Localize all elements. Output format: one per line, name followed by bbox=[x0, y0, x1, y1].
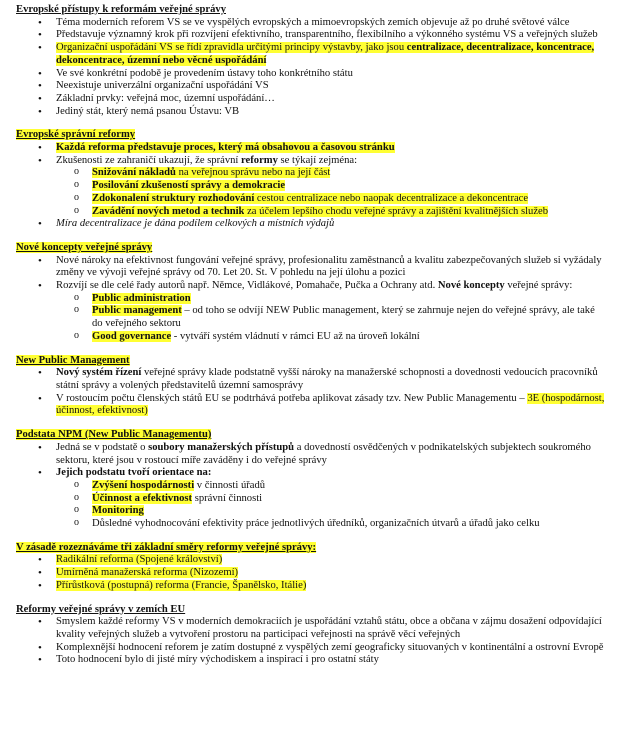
text-run: Nové nároky na efektivnost fungování veřejné správy, profesionalitu zaměstnanců a kvalitu zabezpečovaných služeb si vyžádaly změny ve vývoji veřejné správy od 70. Let 20. St. V pohledu na její úlohu a pozici bbox=[56, 254, 602, 279]
text-run: Nový systém řízení bbox=[56, 367, 142, 379]
text-run: Jedná se v podstatě o bbox=[56, 441, 149, 453]
sub-list-item bbox=[16, 305, 607, 330]
list-item bbox=[16, 642, 607, 655]
list-item bbox=[16, 654, 607, 667]
text-run: Smyslem každé reformy VS v moderních demokraciích je uspořádání vztahů státu, obce a občana v zájmu dosažení odpovídající kvality veřejných služeb a vytvoření prostoru na participaci veřejnosti na správě věcí veřejných bbox=[56, 616, 602, 640]
section-heading bbox=[16, 604, 607, 617]
text-run: centralizace, decentralizace, koncentrace, dekoncentrace, územní nebo věcné uspořádání bbox=[56, 42, 595, 66]
section bbox=[16, 429, 607, 531]
text-run: za účelem lepšího chodu veřejné správy a zajištění kvalitnějších služeb bbox=[244, 205, 549, 217]
text-run: Důsledné vyhodnocování efektivity práce jednotlivých úředníků, organizačních útvarů a úřadů jako celku bbox=[92, 518, 540, 530]
list-item bbox=[16, 616, 607, 641]
bullet-list bbox=[16, 442, 607, 531]
text-run: veřejné správy: bbox=[504, 280, 573, 292]
text-run: Snižování nákladů bbox=[92, 167, 176, 179]
text-run: Představuje významný krok při rozvíjení efektivního, transparentního, flexibilního a výkonného systému VS a veřejných služeb bbox=[56, 29, 598, 41]
text-run: Monitoring bbox=[92, 505, 144, 517]
list-item bbox=[16, 17, 607, 30]
text-run: 3E (hospodárnost, účinnost, efektivnost) bbox=[56, 392, 605, 417]
text-run: správní činnosti bbox=[192, 492, 263, 504]
text-run: Ve své konkrétní podobě je provedením ústavy toho konkrétního státu bbox=[56, 67, 353, 79]
list-item bbox=[16, 393, 607, 418]
list-item bbox=[16, 142, 607, 155]
text-run: v činnosti úřadů bbox=[194, 479, 266, 491]
sub-list-item bbox=[16, 293, 607, 306]
bullet-list bbox=[16, 142, 607, 231]
list-item bbox=[16, 80, 607, 93]
section bbox=[16, 355, 607, 419]
section-heading bbox=[16, 242, 607, 255]
section-heading bbox=[16, 4, 607, 17]
bullet-list bbox=[16, 616, 607, 667]
sub-list-item bbox=[16, 193, 607, 206]
list-item bbox=[16, 280, 607, 293]
text-run: Účinnost a efektivnost bbox=[92, 492, 193, 504]
section-heading bbox=[16, 129, 607, 142]
sub-list-item bbox=[16, 518, 607, 531]
text-run: Každá reforma představuje proces, který má obsahovou a časovou stránku bbox=[56, 142, 395, 154]
text-run: Zdokonalení struktury rozhodování bbox=[92, 192, 255, 204]
text-run: Posilování zkušeností správy a demokracie bbox=[92, 180, 286, 192]
text-run: Zvýšení hospodárnosti bbox=[92, 479, 195, 491]
text-run: soubory manažerských přístupů bbox=[148, 441, 295, 453]
bullet-list bbox=[16, 367, 607, 418]
section-heading-text: V zásadě rozeznáváme tři základní směry reformy veřejné správy: bbox=[16, 541, 317, 553]
bullet-list bbox=[16, 554, 607, 592]
list-item bbox=[16, 255, 607, 280]
list-item bbox=[16, 93, 607, 106]
text-run: Public management bbox=[92, 305, 182, 317]
text-run: Good governance bbox=[92, 330, 172, 342]
text-run: Jediný stát, který nemá psanou Ústavu: VB bbox=[56, 105, 240, 117]
section-heading-text: Evropské přístupy k reformám veřejné správy bbox=[16, 4, 226, 15]
text-run: a dovedností osvědčených v podnikatelských subjektech soukromého sektoru, které jsou v rostoucí míře zaváděny i do veřejné správy bbox=[56, 441, 591, 466]
section bbox=[16, 4, 607, 118]
text-run: na veřejnou správu nebo na její část bbox=[175, 167, 331, 179]
text-run: se týkají zejména: bbox=[277, 154, 358, 166]
text-run: Jejich podstatu tvoří orientace na: bbox=[56, 467, 212, 479]
text-run: Radikální reforma (Spojené království) bbox=[56, 554, 223, 566]
text-run: Toto hodnocení bylo di jisté míry východiskem a inspirací i pro ostatní státy bbox=[56, 654, 379, 666]
text-run: Nové koncepty bbox=[437, 280, 505, 292]
text-run: Téma moderních reforem VS se ve vyspělých evropských a mimoevropských zemích objevuje až po druhé světové válce bbox=[56, 16, 570, 28]
text-run: Přírůstková (postupná) reforma (Francie, Španělsko, Itálie) bbox=[56, 579, 307, 591]
bullet-list bbox=[16, 17, 607, 119]
list-item bbox=[16, 567, 607, 580]
sub-list-item bbox=[16, 505, 607, 518]
list-item bbox=[16, 155, 607, 168]
text-run: reformy bbox=[241, 154, 278, 166]
list-item bbox=[16, 106, 607, 119]
text-run: Komplexnější hodnocení reforem je zatím dostupné z vyspělých zemí geograficky situovaných v kontinentální a ostrovní Evropě bbox=[56, 641, 604, 653]
text-run: Organizační uspořádání VS se řídí zpravidla určitými principy výstavby, jako jsou bbox=[56, 42, 407, 54]
list-item bbox=[16, 29, 607, 42]
text-run: Míra decentralizace je dána podílem celkových a místních výdajů bbox=[56, 218, 335, 230]
list-item bbox=[16, 42, 607, 67]
section bbox=[16, 604, 607, 668]
sub-list-item bbox=[16, 331, 607, 344]
list-item bbox=[16, 442, 607, 467]
list-item bbox=[16, 554, 607, 567]
section bbox=[16, 242, 607, 344]
list-item bbox=[16, 367, 607, 392]
sub-list-item bbox=[16, 206, 607, 219]
text-run: Public administration bbox=[92, 292, 191, 304]
text-run: V rostoucím počtu členských států EU se podtrhává potřeba aplikovat zásady tzv. New Public Managementu – bbox=[56, 392, 528, 404]
text-run: Umírněná manažerská reforma (Nizozemí) bbox=[56, 567, 239, 579]
section-heading bbox=[16, 355, 607, 368]
list-item bbox=[16, 218, 607, 231]
list-item bbox=[16, 68, 607, 81]
text-run: Základní prvky: veřejná moc, územní uspořádání… bbox=[56, 92, 275, 104]
section-heading-text: Podstata NPM (New Public Managementu) bbox=[16, 429, 212, 441]
text-run: - vytváří systém vládnutí v rámci EU až na úroveň lokální bbox=[171, 330, 420, 342]
text-run: Zkušenosti ze zahraničí ukazují, že správní bbox=[56, 154, 242, 166]
text-run: – od toho se odvíjí NEW Public management, který se zahrnuje nejen do veřejné správy, ale také do veřejného sektoru bbox=[92, 305, 595, 330]
text-run: Zavádění nových metod a technik bbox=[92, 205, 245, 217]
section-heading bbox=[16, 542, 607, 555]
section-heading-text: Reformy veřejné správy v zemích EU bbox=[16, 603, 186, 615]
list-item bbox=[16, 467, 607, 480]
section-heading bbox=[16, 429, 607, 442]
section-heading-text: Evropské správní reformy bbox=[16, 129, 136, 141]
sub-list-item bbox=[16, 180, 607, 193]
section bbox=[16, 129, 607, 231]
text-run: veřejné správy klade podstatně vyšší nároky na manažerské schopnosti a dovednosti vedoucích pracovníků státní správy a volených představitelů územní samosprávy bbox=[56, 367, 598, 391]
sub-list-item bbox=[16, 493, 607, 506]
text-run: cestou centralizace nebo naopak decentralizace a dekoncentrace bbox=[254, 192, 529, 204]
text-run: Neexistuje univerzální organizační uspořádání VS bbox=[56, 80, 269, 92]
sub-list-item bbox=[16, 480, 607, 493]
section-heading-text: Nové koncepty veřejné správy bbox=[16, 241, 153, 253]
bullet-list bbox=[16, 255, 607, 344]
list-item bbox=[16, 580, 607, 593]
section bbox=[16, 542, 607, 593]
text-run: Rozvíjí se dle celé řady autorů např. Němce, Vidlákové, Pomahače, Pučka a Ochrany atd. bbox=[56, 280, 438, 292]
sub-list-item bbox=[16, 167, 607, 180]
section-heading-text: New Public Management bbox=[16, 354, 130, 366]
